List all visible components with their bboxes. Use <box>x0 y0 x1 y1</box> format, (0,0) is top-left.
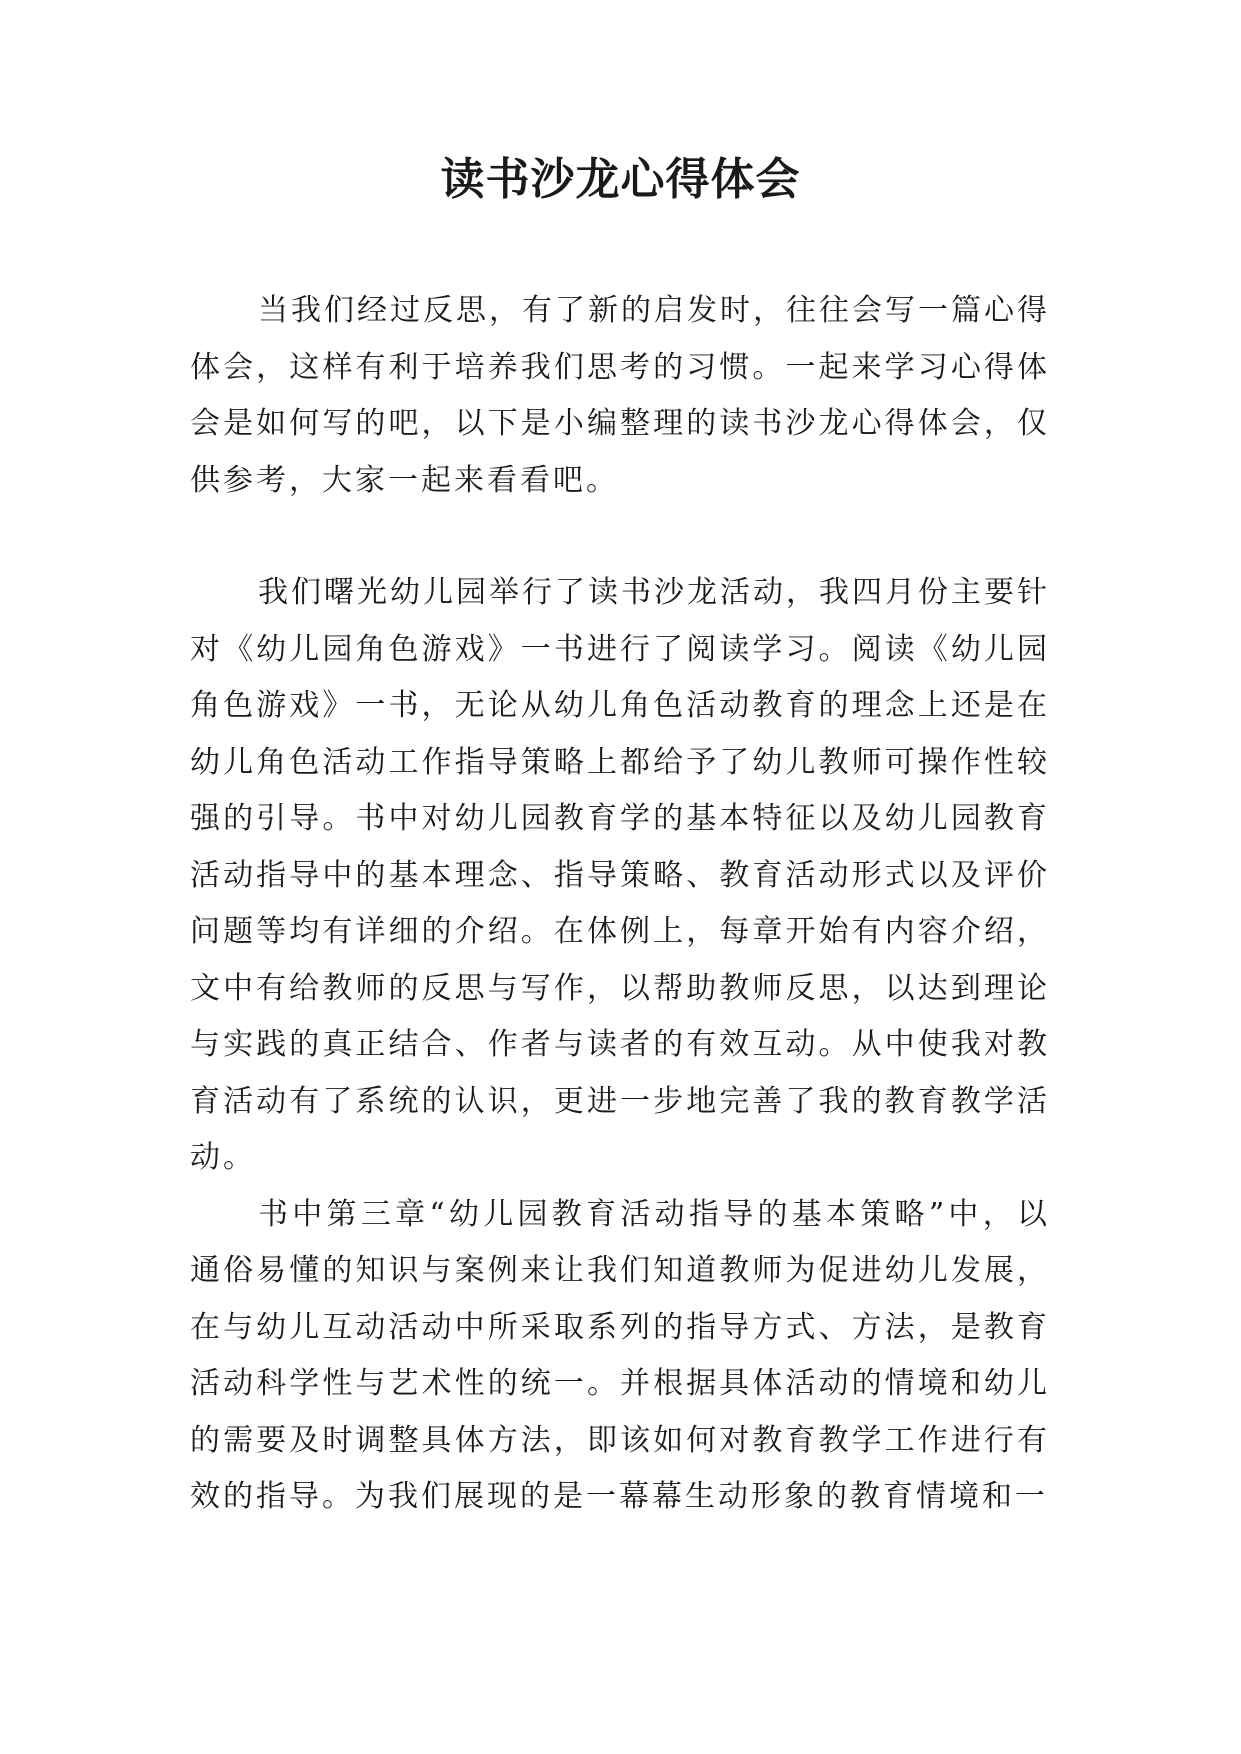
paragraph-chapter-three: 书中第三章“幼儿园教育活动指导的基本策略”中，以通俗易懂的知识与案例来让我们知道教师为促进幼儿发展，在与幼儿互动活动中所采取系列的指导方式、方法，是教育活动科学性与艺术性的统一。并根据具体活动的情境和幼儿的需要及时调整具体方法，即该如何对教育教学工作进行有效的指导。为我们展现的是一幕幕生动形象的教育情境和一 <box>190 1196 1050 1514</box>
document-body <box>190 283 1050 1526</box>
paragraph-spacer <box>190 509 1050 565</box>
paragraph-intro: 当我们经过反思，有了新的启发时，往往会写一篇心得体会，这样有利于培养我们思考的习惯。一起来学习心得体会是如何写的吧，以下是小编整理的读书沙龙心得体会，仅供参考，大家一起来看看吧。 <box>190 293 1050 498</box>
document-title: 读书沙龙心得体会 <box>440 154 801 205</box>
paragraph-reading-activity: 我们曙光幼儿园举行了读书沙龙活动，我四月份主要针对《幼儿园角色游戏》一书进行了阅读学习。阅读《幼儿园角色游戏》一书，无论从幼儿角色活动教育的理念上还是在幼儿角色活动工作指导策略上都给予了幼儿教师可操作性较强的引导。书中对幼儿园教育学的基本特征以及幼儿园教育活动指导中的基本理念、指导策略、教育活动形式以及评价问题等均有详细的介绍。在体例上，每章开始有内容介绍，文中有给教师的反思与写作，以帮助教师反思，以达到理论与实践的真正结合、作者与读者的有效互动。从中使我对教育活动有了系统的认识，更进一步地完善了我的教育教学活动。 <box>190 575 1050 1175</box>
